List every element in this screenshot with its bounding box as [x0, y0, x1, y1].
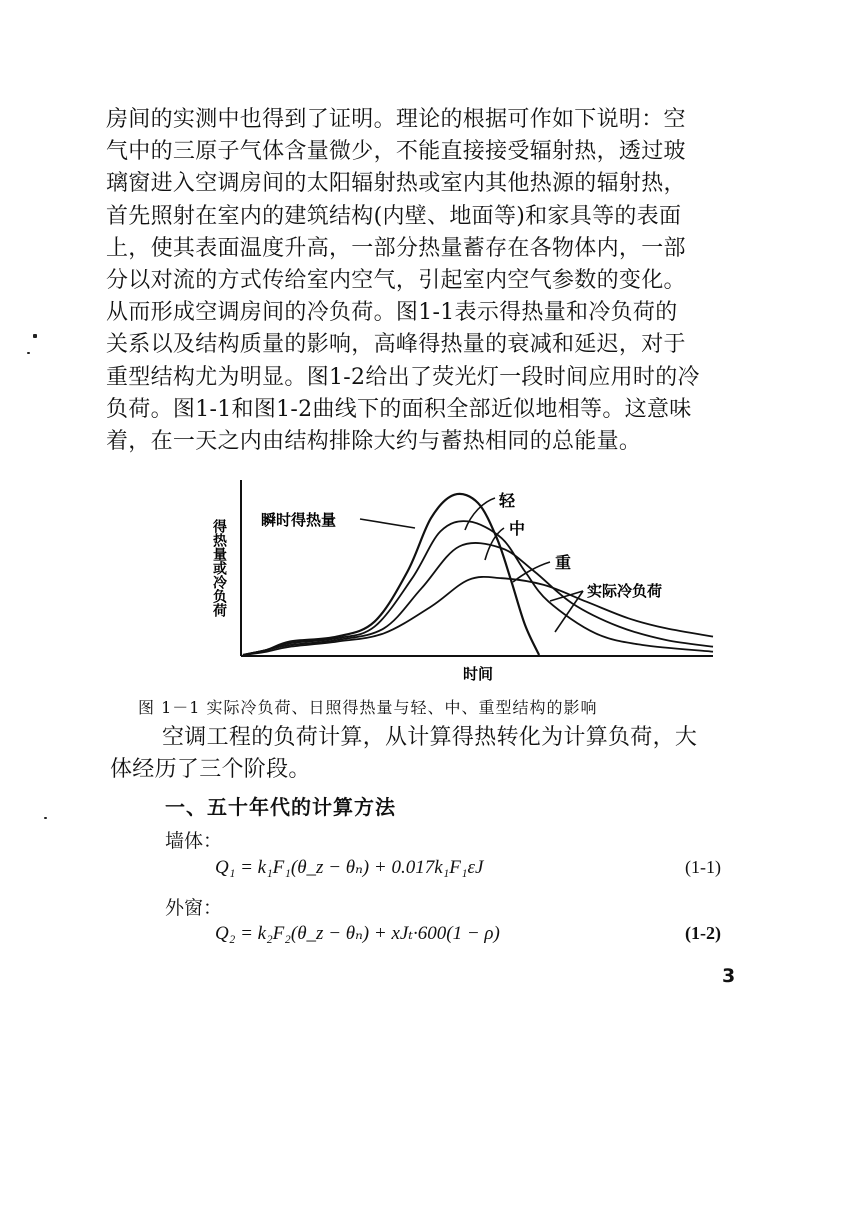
- x-axis-label: 时间: [462, 665, 494, 683]
- body-line: 气中的三原子气体含量微少，不能直接接受辐射热，透过玻: [106, 139, 686, 165]
- body-line: 关系以及结构质量的影响，高峰得热量的衰减和延迟，对于: [106, 332, 686, 358]
- body-line: 上，使其表面温度升高，一部分热量蓄存在各物体内，一部: [106, 235, 686, 261]
- formula-1-2: Q₂ = k₂F₂(θ_z − θₙ) + xJₜ·600(1 − ρ): [215, 923, 500, 944]
- print-speck: [27, 352, 30, 354]
- formula-1-1: Q₁ = k₁F₁(θ_z − θₙ) + 0.017k₁F₁εJ: [215, 857, 484, 878]
- leader-instant: [360, 519, 415, 528]
- section-heading: 一、五十年代的计算方法: [165, 795, 396, 819]
- load-curve-chart: [205, 470, 725, 690]
- page-number: 3: [722, 965, 736, 987]
- figure-caption: 图 1－1 实际冷负荷、日照得热量与轻、中、重型结构的影响: [138, 698, 598, 717]
- figure-1-1: [205, 470, 725, 690]
- print-speck: [33, 334, 37, 338]
- wall-label: 墙体：: [165, 830, 223, 852]
- body-line: 首先照射在室内的建筑结构(内壁、地面等)和家具等的表面: [106, 203, 682, 229]
- body-paragraph: [106, 104, 754, 458]
- print-speck: [44, 817, 47, 819]
- body-paragraph-2: [110, 722, 758, 786]
- label-actual-cooling-load: 实际冷负荷: [587, 582, 663, 600]
- body-line: 体经历了三个阶段。: [110, 757, 311, 782]
- label-medium: 中: [509, 519, 526, 538]
- body-line: 璃窗进入空调房间的太阳辐射热或室内其他热源的辐射热，: [106, 171, 686, 197]
- body-line: 从而形成空调房间的冷负荷。图1-1表示得热量和冷负荷的: [106, 300, 678, 326]
- body-line: 负荷。图1-1和图1-2曲线下的面积全部近似地相等。这意味: [106, 396, 692, 422]
- label-instant-heat-gain: 瞬时得热量: [261, 511, 337, 529]
- formula-1-2-number: (1-2): [685, 923, 721, 943]
- body-line: 空调工程的负荷计算，从计算得热转化为计算负荷，大: [162, 725, 698, 750]
- y-axis-label: 得热量或冷负荷: [211, 519, 227, 617]
- formula-1-1-number: (1-1): [685, 857, 721, 877]
- body-line: 着，在一天之内由结构排除大约与蓄热相同的总能量。: [106, 428, 642, 454]
- body-line: 房间的实测中也得到了证明。理论的根据可作如下说明：空: [106, 107, 686, 132]
- window-label: 外窗：: [165, 897, 223, 919]
- body-line: 重型结构尤为明显。图1-2给出了荧光灯一段时间应用时的冷: [106, 364, 700, 390]
- body-line: 分以对流的方式传给室内空气，引起室内空气参数的变化。: [106, 267, 686, 293]
- label-light: 轻: [499, 491, 516, 510]
- label-heavy: 重: [555, 553, 572, 572]
